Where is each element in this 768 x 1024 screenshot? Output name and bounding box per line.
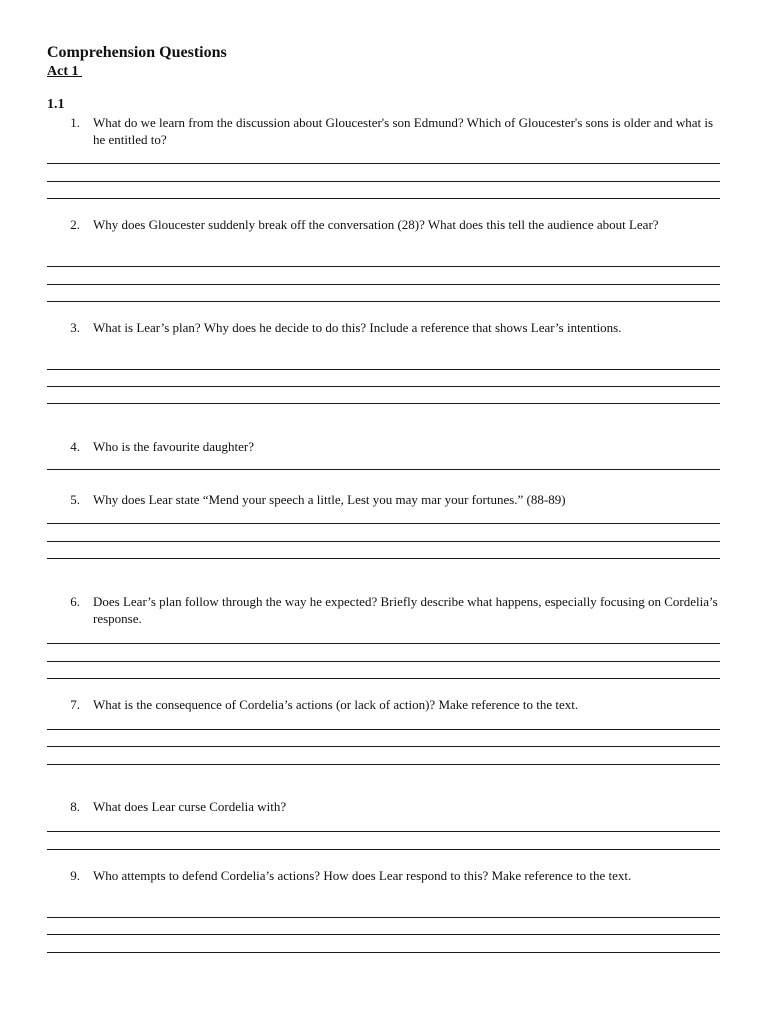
- question-number: 2.: [70, 217, 80, 232]
- answer-line[interactable]: [47, 764, 720, 765]
- answer-line[interactable]: [47, 386, 720, 387]
- answer-line[interactable]: [47, 678, 720, 679]
- answer-line[interactable]: [47, 301, 720, 302]
- answer-line[interactable]: [47, 198, 720, 199]
- question-text: What does Lear curse Cordelia with?: [93, 799, 287, 814]
- answer-line[interactable]: [47, 849, 720, 850]
- question-number: 4.: [70, 439, 80, 454]
- answer-line[interactable]: [47, 284, 720, 285]
- answer-line[interactable]: [47, 541, 720, 542]
- answer-line[interactable]: [47, 661, 720, 662]
- answer-line[interactable]: [47, 952, 720, 953]
- question-number: 3.: [70, 320, 80, 335]
- answer-line[interactable]: [47, 403, 720, 404]
- question-text: Who attempts to defend Cordelia’s actions? How does Lear respond to this? Make reference to the text.: [93, 868, 632, 883]
- question-number: 6.: [70, 594, 80, 609]
- question-number: 5.: [70, 492, 80, 507]
- question-number: 1.: [70, 115, 80, 130]
- answer-line[interactable]: [47, 181, 720, 182]
- answer-line[interactable]: [47, 934, 720, 935]
- question-text: Does Lear’s plan follow through the way he expected? Briefly describe what happens, especially focusing on Cordelia’s response.: [93, 594, 718, 626]
- act-heading: Act 1: [47, 64, 82, 79]
- section-heading: 1.1: [47, 97, 65, 112]
- question-text: What do we learn from the discussion about Gloucester's son Edmund? Which of Gloucester's sons is older and what is he entitled to?: [93, 115, 714, 147]
- answer-line[interactable]: [47, 369, 720, 370]
- answer-line[interactable]: [47, 729, 720, 730]
- answer-line[interactable]: [47, 266, 720, 267]
- question-text: Why does Gloucester suddenly break off the conversation (28)? What does this tell the audience about Lear?: [93, 217, 659, 232]
- page-title: Comprehension Questions: [47, 44, 227, 61]
- question-number: 9.: [70, 868, 80, 883]
- answer-line[interactable]: [47, 831, 720, 832]
- answer-line[interactable]: [47, 523, 720, 524]
- answer-line[interactable]: [47, 643, 720, 644]
- answer-line[interactable]: [47, 163, 720, 164]
- answer-line[interactable]: [47, 558, 720, 559]
- answer-line[interactable]: [47, 469, 720, 470]
- question-number: 8.: [70, 799, 80, 814]
- question-text: Who is the favourite daughter?: [93, 439, 254, 454]
- question-number: 7.: [70, 697, 80, 712]
- answer-line[interactable]: [47, 746, 720, 747]
- question-text: Why does Lear state “Mend your speech a little, Lest you may mar your fortunes.” (88-89): [93, 492, 566, 507]
- question-text: What is the consequence of Cordelia’s actions (or lack of action)? Make reference to the text.: [93, 697, 579, 712]
- answer-line[interactable]: [47, 917, 720, 918]
- question-text: What is Lear’s plan? Why does he decide to do this? Include a reference that shows Lear’s intentions.: [93, 320, 622, 335]
